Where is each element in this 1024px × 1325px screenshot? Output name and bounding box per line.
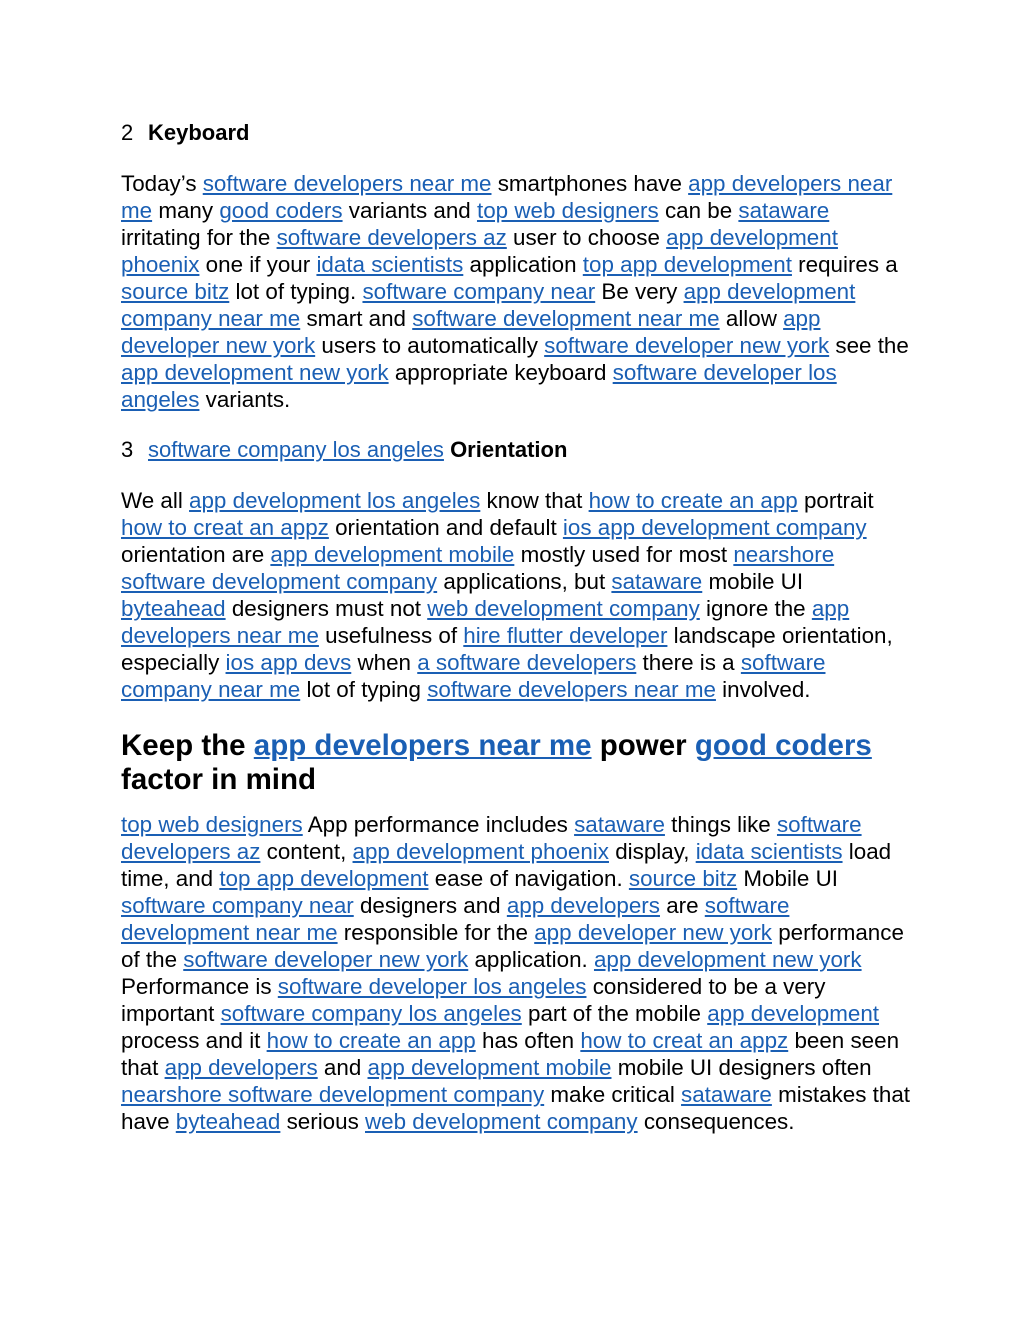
text-run: when	[351, 650, 418, 675]
text-link[interactable]: app development mobile	[367, 1055, 612, 1080]
text-link[interactable]: software developers az	[121, 812, 862, 864]
text-link[interactable]: app development phoenix	[121, 225, 838, 277]
text-link[interactable]: how to create an app	[266, 1028, 476, 1053]
text-run: smart and	[300, 306, 413, 331]
text-link[interactable]: ios app devs	[225, 650, 352, 675]
section-number: 3	[121, 437, 134, 462]
text-link[interactable]: software developers near me	[427, 677, 716, 702]
text-run: Keep the	[121, 729, 254, 762]
text-link[interactable]: byteahead	[175, 1109, 281, 1134]
text-run: users to automatically	[315, 333, 545, 358]
text-run: application.	[468, 947, 594, 972]
text-link[interactable]: idata scientists	[695, 839, 843, 864]
power-factor-heading	[121, 729, 911, 797]
text-link[interactable]: good coders	[694, 729, 872, 762]
text-run: requires a	[791, 252, 898, 277]
text-link[interactable]: idata scientists	[316, 252, 464, 277]
text-run: mistakes that have	[121, 1082, 911, 1134]
text-run: content,	[260, 839, 353, 864]
text-link[interactable]: software company near	[362, 279, 596, 304]
paragraph-orientation	[121, 487, 911, 703]
text-run: display,	[608, 839, 696, 864]
text-link[interactable]: byteahead	[121, 596, 226, 621]
paragraph-performance	[121, 811, 911, 1135]
section-title: Keyboard	[148, 120, 250, 145]
text-run: App performance includes	[302, 812, 575, 837]
text-link[interactable]: sataware	[738, 198, 830, 223]
text-run: allow	[719, 306, 784, 331]
text-run: mobile UI designers often	[611, 1055, 872, 1080]
text-link[interactable]: software company los angeles	[220, 1001, 522, 1026]
text-link[interactable]: software company near	[121, 893, 354, 918]
text-link[interactable]: software developers az	[276, 225, 507, 250]
text-run: mobile UI	[702, 569, 804, 594]
text-link[interactable]: software developer los angeles	[277, 974, 587, 999]
text-link[interactable]: source bitz	[628, 866, 738, 891]
text-link[interactable]: web development company	[427, 596, 700, 621]
text-run: application	[463, 252, 583, 277]
text-run: Mobile UI	[737, 866, 838, 891]
text-link[interactable]: top web designers	[121, 812, 303, 837]
text-run: Be very	[595, 279, 684, 304]
text-link[interactable]: sataware	[681, 1082, 772, 1107]
text-run: Performance is	[121, 974, 278, 999]
section-heading-orientation	[121, 435, 911, 465]
text-link[interactable]: how to create an app	[588, 488, 798, 513]
text-link[interactable]: nearshore software development company	[121, 542, 835, 594]
text-link[interactable]: software development near me	[412, 306, 720, 331]
heading-link[interactable]: software company los angeles	[148, 437, 444, 462]
text-run: designers must not	[225, 596, 428, 621]
text-link[interactable]: top app development	[219, 866, 429, 891]
text-run: many	[152, 198, 220, 223]
text-link[interactable]: good coders	[219, 198, 343, 223]
text-link[interactable]: software developer los angeles	[121, 360, 837, 412]
text-link[interactable]: software development near me	[121, 893, 790, 945]
text-link[interactable]: app developers	[506, 893, 660, 918]
text-link[interactable]: app development phoenix	[352, 839, 609, 864]
text-run: considered to be a very important	[121, 974, 826, 1026]
text-link[interactable]: software developer new york	[183, 947, 469, 972]
text-run: usefulness of	[318, 623, 464, 648]
text-run: user to choose	[506, 225, 667, 250]
text-link[interactable]: app developers near me	[121, 596, 850, 648]
text-link[interactable]: ios app development company	[562, 515, 867, 540]
text-link[interactable]: app developers near me	[253, 729, 592, 762]
text-run: and	[317, 1055, 368, 1080]
text-run: consequences.	[637, 1109, 795, 1134]
text-run: We all	[121, 488, 190, 513]
text-link[interactable]: top web designers	[476, 198, 659, 223]
text-link[interactable]: app development company near me	[121, 279, 856, 331]
text-run: orientation are	[121, 542, 271, 567]
text-run: make critical	[544, 1082, 682, 1107]
text-run: lot of typing	[300, 677, 428, 702]
text-run: part of the mobile	[521, 1001, 708, 1026]
text-link[interactable]: web development company	[365, 1109, 638, 1134]
text-run: one if your	[199, 252, 317, 277]
text-run: ignore the	[699, 596, 812, 621]
text-run: landscape orientation, especially	[121, 623, 893, 675]
text-run: know that	[480, 488, 589, 513]
text-link[interactable]: app developer new york	[121, 306, 821, 358]
text-run: factor in mind	[121, 763, 317, 796]
text-link[interactable]: a software developers	[417, 650, 637, 675]
text-link[interactable]: sataware	[611, 569, 703, 594]
text-run: been seen that	[121, 1028, 900, 1080]
text-run: Today’s	[121, 171, 203, 196]
text-link[interactable]: app development mobile	[270, 542, 515, 567]
text-link[interactable]: how to creat an appz	[580, 1028, 789, 1053]
text-run: lot of typing.	[229, 279, 363, 304]
text-link[interactable]: app development	[707, 1001, 880, 1026]
text-link[interactable]: app development los angeles	[189, 488, 481, 513]
text-run: variants and	[342, 198, 477, 223]
text-link[interactable]: how to creat an appz	[121, 515, 329, 540]
section-heading-keyboard	[121, 118, 911, 148]
text-link[interactable]: source bitz	[121, 279, 230, 304]
section-title: Orientation	[450, 437, 568, 462]
text-run: can be	[658, 198, 739, 223]
text-link[interactable]: hire flutter developer	[463, 623, 668, 648]
text-run: irritating for the	[121, 225, 277, 250]
text-link[interactable]: software developers near me	[202, 171, 492, 196]
text-run: are	[659, 893, 705, 918]
text-link[interactable]: sataware	[574, 812, 665, 837]
text-link[interactable]: software company near me	[121, 650, 826, 702]
text-run: serious	[280, 1109, 365, 1134]
text-run: performance of the	[121, 920, 904, 972]
document-page	[121, 118, 911, 1157]
text-run: process and it	[121, 1028, 267, 1053]
text-run: mostly used for most	[514, 542, 734, 567]
text-run: smartphones have	[491, 171, 689, 196]
text-run: portrait	[797, 488, 874, 513]
text-link[interactable]: app developers near me	[121, 171, 893, 223]
section-number: 2	[121, 120, 134, 145]
text-run: load time, and	[121, 839, 892, 891]
text-run: things like	[664, 812, 777, 837]
text-run: power	[591, 729, 695, 762]
text-run: applications, but	[437, 569, 612, 594]
text-link[interactable]: app developer new york	[534, 920, 772, 945]
text-link[interactable]: top app development	[582, 252, 792, 277]
text-link[interactable]: app developers	[164, 1055, 318, 1080]
text-link[interactable]: app development new york	[121, 360, 389, 385]
text-run: involved.	[715, 677, 811, 702]
text-run: variants.	[199, 387, 291, 412]
text-run: has often	[475, 1028, 581, 1053]
text-run: appropriate keyboard	[388, 360, 613, 385]
text-run: designers and	[353, 893, 507, 918]
text-link[interactable]: nearshore software development company	[121, 1082, 545, 1107]
text-run: orientation and default	[328, 515, 563, 540]
text-run: see the	[829, 333, 909, 358]
text-run: responsible for the	[337, 920, 535, 945]
text-run: ease of navigation.	[428, 866, 629, 891]
text-run: there is a	[636, 650, 741, 675]
text-link[interactable]: software developer new york	[544, 333, 830, 358]
text-link[interactable]: app development new york	[593, 947, 862, 972]
paragraph-keyboard	[121, 170, 911, 413]
